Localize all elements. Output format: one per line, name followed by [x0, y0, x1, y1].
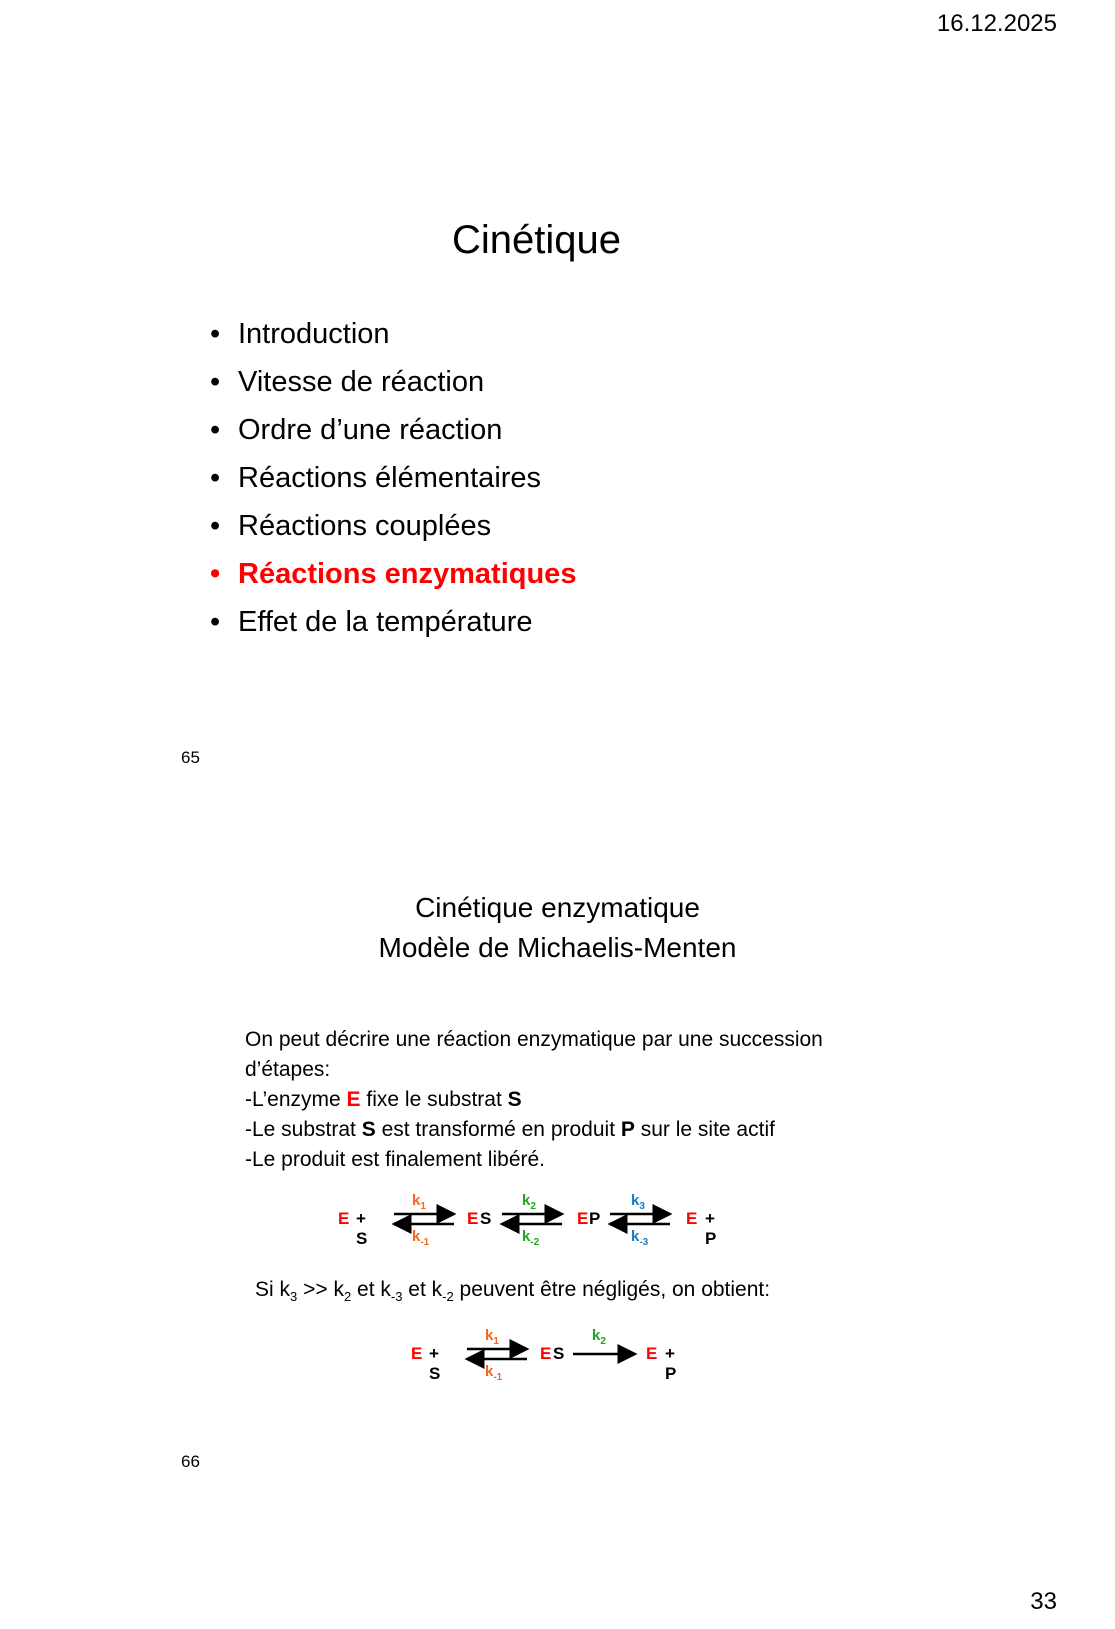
intro-line1: On peut décrire une réaction enzymatique par une succession	[245, 1028, 823, 1051]
k2-label: $k_2$	[522, 1192, 536, 1212]
enzyme-free-label: E	[686, 1209, 698, 1228]
document-date: 16.12.2025	[936, 10, 1057, 37]
k3-label: $k_3$	[631, 1192, 645, 1212]
complex-es-s: S	[553, 1344, 565, 1363]
k-2-label: $k_{-2}$	[522, 1228, 540, 1248]
slide2-number: 66	[181, 1452, 200, 1471]
k1-label: $k_1$	[412, 1192, 426, 1212]
bullet-item: • Ordre d’une réaction	[210, 414, 503, 446]
k2-label: $k_2$	[592, 1327, 606, 1347]
complex-ep-e: E	[577, 1209, 589, 1228]
complex-es-e: E	[467, 1209, 479, 1228]
bullet-item-active: • Réactions enzymatiques	[210, 558, 577, 590]
k-1-label: $k_{-1}$	[485, 1363, 503, 1383]
step-3: -Le produit est finalement libéré.	[245, 1148, 545, 1171]
step-1: -L’enzyme E fixe le substrat S	[245, 1088, 522, 1111]
slide1-number: 65	[181, 748, 200, 767]
simplification-condition: Si $k_3 >> k_2$ et $k_{-3}$ et $k_{-2}$ peuvent être négligés, on obtient:	[255, 1278, 771, 1305]
bullet-item: • Réactions couplées	[210, 510, 492, 542]
bullet-item: • Introduction	[210, 318, 390, 350]
bullet-item: • Réactions élémentaires	[210, 462, 542, 494]
page-number: 33	[1030, 1588, 1057, 1615]
intro-line2: d’étapes:	[245, 1058, 331, 1081]
bullet-label: Vitesse de réaction	[238, 366, 485, 398]
bullet-label: Réactions enzymatiques	[238, 558, 577, 590]
bullet-label: Effet de la température	[238, 606, 533, 638]
slide1-title: Cinétique	[451, 218, 621, 262]
complex-es-e: E	[540, 1344, 552, 1363]
enzyme-label: E	[338, 1209, 350, 1228]
bullet-label: Ordre d’une réaction	[238, 414, 503, 446]
bullet-label: Réactions couplées	[238, 510, 492, 542]
k-1-label: $k_{-1}$	[412, 1228, 430, 1248]
bullet-item: • Vitesse de réaction	[210, 366, 485, 398]
bullet-item: • Effet de la température	[210, 606, 533, 638]
bullet-label: Introduction	[238, 318, 390, 350]
slide2-title-line2: Modèle de Michaelis-Menten	[378, 932, 737, 963]
complex-ep-p: P	[589, 1209, 601, 1228]
slide2-title-line1: Cinétique enzymatique	[415, 892, 700, 923]
k1-label: $k_1$	[485, 1327, 499, 1347]
bullet-label: Réactions élémentaires	[238, 462, 542, 494]
plus-product: + P	[665, 1344, 677, 1383]
step-2: -Le substrat S est transformé en produit P sur le site actif	[245, 1118, 775, 1141]
enzyme-free-label: E	[646, 1344, 658, 1363]
plus-substrate: + S	[429, 1344, 441, 1383]
k-3-label: $k_{-3}$	[631, 1228, 649, 1248]
plus-product: + P	[705, 1209, 717, 1248]
enzyme-label: E	[411, 1344, 423, 1363]
plus-substrate: + S	[356, 1209, 368, 1248]
complex-es-s: S	[480, 1209, 492, 1228]
